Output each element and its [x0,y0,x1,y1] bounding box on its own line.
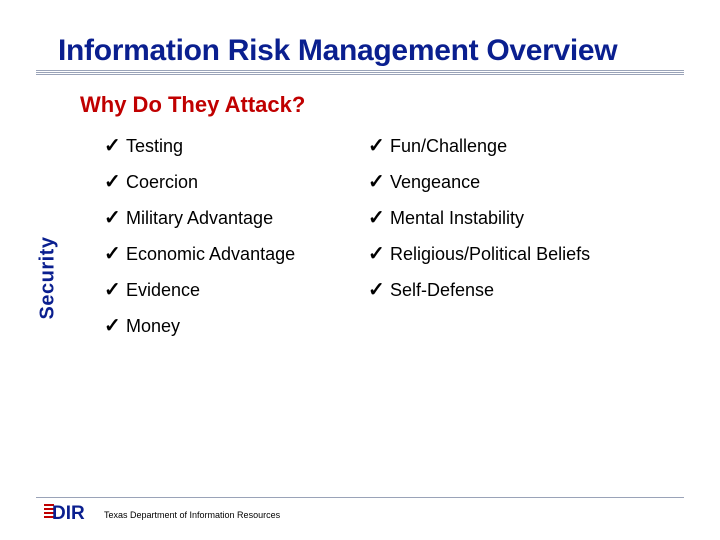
checkmark-icon: ✓ [104,243,121,265]
checkmark-icon: ✓ [368,207,385,229]
logo-text: DIR [52,503,85,521]
list-item [104,164,295,200]
list-item [104,236,295,272]
footer-divider [36,497,684,498]
list-item-label: Economic Advantage [126,243,296,264]
list-item [368,200,590,236]
slide-title: Information Risk Management Overview [58,34,618,67]
list-item-label: Vengeance [390,171,481,192]
reasons-right-column [368,128,590,308]
list-item [104,272,295,308]
list-item-label: Money [126,315,181,336]
checkmark-icon: ✓ [104,171,121,193]
list-item [368,236,590,272]
list-item-label: Military Advantage [126,207,274,228]
checkmark-icon: ✓ [368,171,385,193]
section-heading: Why Do They Attack? [80,92,306,117]
title-divider [36,70,684,76]
checkmark-icon: ✓ [368,243,385,265]
checkmark-icon: ✓ [368,135,385,157]
footer-organization: Texas Department of Information Resources [104,510,281,520]
list-item-label: Coercion [126,171,199,192]
list-item-label: Fun/Challenge [390,135,508,156]
list-item-label: Mental Instability [390,207,525,228]
checkmark-icon: ✓ [104,279,121,301]
list-item-label: Self-Defense [390,279,495,300]
list-item [104,128,295,164]
list-item-label: Religious/Political Beliefs [390,243,591,264]
checkmark-icon: ✓ [104,135,121,157]
checkmark-icon: ✓ [368,279,385,301]
list-item-label: Testing [126,135,184,156]
checkmark-icon: ✓ [104,207,121,229]
list-item [104,308,295,344]
reasons-left-column [104,128,295,344]
side-category-label: Security [36,236,59,320]
list-item [368,164,590,200]
dir-logo [44,501,96,521]
checkmark-icon: ✓ [104,315,121,337]
list-item [368,128,590,164]
list-item-label: Evidence [126,279,201,300]
list-item [368,272,590,308]
list-item [104,200,295,236]
